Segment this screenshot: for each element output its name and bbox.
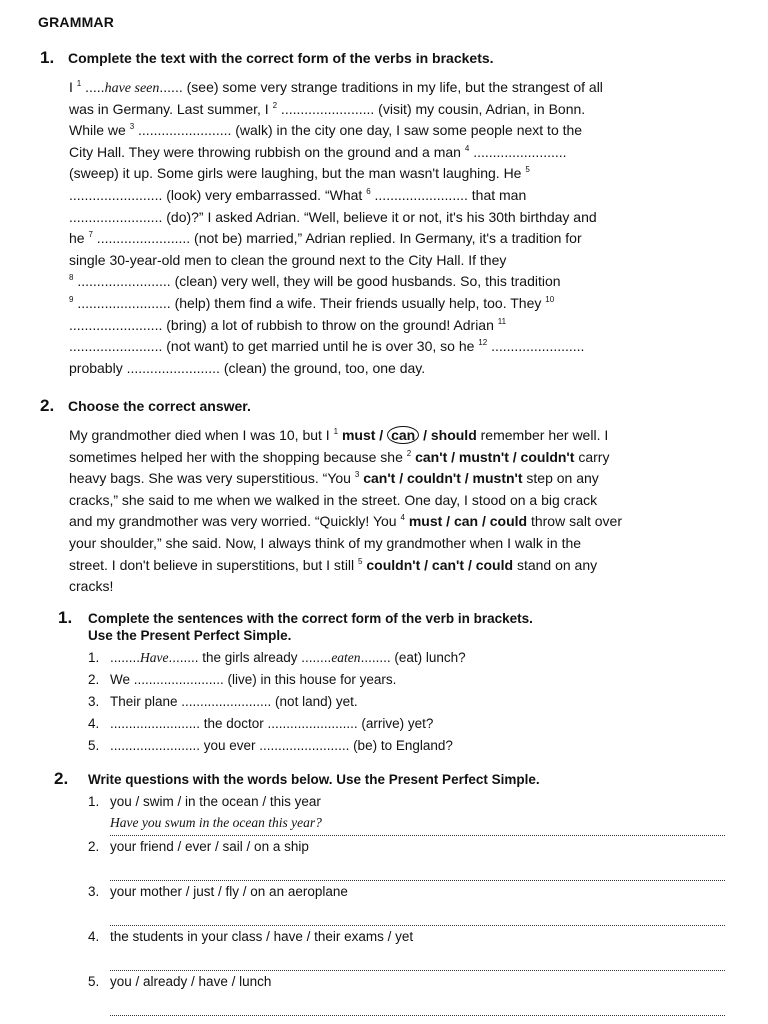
text-line xyxy=(69,555,709,577)
answer-line[interactable] xyxy=(110,993,725,1016)
text-run: sometimes helped her with the shopping because she xyxy=(69,448,407,465)
section3-number: 1. xyxy=(58,608,73,627)
item-number: 4. xyxy=(88,716,100,731)
gap-number: 6 xyxy=(366,186,371,196)
question-item xyxy=(88,791,728,836)
text-run: remember her well. I xyxy=(476,427,609,443)
answer-line[interactable] xyxy=(110,948,725,971)
text-line xyxy=(69,336,709,358)
item-number: 3. xyxy=(88,884,100,899)
question-prompt-row xyxy=(88,791,728,813)
text-run: street. I don't believe in superstitions, but I still xyxy=(69,556,359,573)
question-item xyxy=(88,971,728,1016)
text-line xyxy=(69,315,709,337)
section3-title-2: Use the Present Perfect Simple. xyxy=(88,628,292,643)
text-run: ........................ (look) very embarrassed. “What xyxy=(69,186,367,203)
exercise-item xyxy=(88,691,728,713)
text-run: ........................ the doctor ........................ (arrive) yet? xyxy=(110,716,434,731)
exercise-item xyxy=(88,735,728,757)
question-item xyxy=(88,836,728,881)
answer-line[interactable] xyxy=(110,903,725,926)
text-line xyxy=(69,250,709,272)
answer-options[interactable]: can't / couldn't / mustn't xyxy=(363,470,523,487)
text-run: was in Germany. Last summer, I xyxy=(69,100,273,117)
text-line xyxy=(69,120,709,142)
gap-number: 4 xyxy=(400,513,405,523)
question-prompt: your friend / ever / sail / on a ship xyxy=(110,839,309,854)
section4-title-row xyxy=(54,769,540,789)
text-run: ........................ (bring) a lot of rubbish to throw on the ground! Adrian xyxy=(69,316,498,333)
handwritten-answer[interactable]: have seen xyxy=(104,81,160,96)
text-run: ........ (eat) lunch? xyxy=(360,650,466,665)
answer-options[interactable]: must / can / could xyxy=(408,513,528,530)
page-heading: GRAMMAR xyxy=(38,14,115,30)
text-line xyxy=(69,447,709,469)
section2-number: 2. xyxy=(40,396,55,415)
gap-number: 1 xyxy=(333,427,339,436)
gap-number: 7 xyxy=(88,230,93,240)
text-run: While we xyxy=(69,122,130,139)
question-prompt: you / already / have / lunch xyxy=(110,974,272,989)
question-prompt: the students in your class / have / their exams / yet xyxy=(110,929,414,944)
text-run: heavy bags. She was very superstitious. “You xyxy=(69,470,355,487)
answer-line[interactable] xyxy=(110,858,725,881)
text-line xyxy=(69,358,709,380)
question-prompt-row xyxy=(88,836,728,858)
answer-options[interactable]: / should xyxy=(419,427,477,443)
section2-title-row xyxy=(40,396,251,416)
item-number: 3. xyxy=(88,694,100,709)
question-prompt-row xyxy=(88,926,728,948)
gap-number: 1 xyxy=(76,79,82,88)
text-line xyxy=(69,576,709,598)
item-text xyxy=(110,738,453,753)
text-run: probably ........................ (clean) the ground, too, one day. xyxy=(69,359,426,376)
text-line xyxy=(69,163,709,185)
answer-line[interactable]: Have you swum in the ocean this year? xyxy=(110,813,725,836)
question-prompt-row xyxy=(88,971,728,993)
item-text xyxy=(110,716,433,731)
question-prompt: you / swim / in the ocean / this year xyxy=(110,794,321,809)
gap-number: 2 xyxy=(272,100,278,110)
gap-number: 4 xyxy=(464,143,470,153)
gap-number: 5 xyxy=(525,165,530,175)
section2-text xyxy=(69,425,709,598)
item-number: 5. xyxy=(88,974,100,989)
question-item xyxy=(88,926,728,971)
answer-options[interactable]: must / xyxy=(341,427,388,443)
text-line xyxy=(69,99,709,121)
text-run: ........................ you ever ........................ (be) to England? xyxy=(110,738,453,753)
text-run: ...... (see) some very strange traditions in my life, but the strangest of all xyxy=(159,79,603,95)
text-run: City Hall. They were throwing rubbish on the ground and a man xyxy=(69,143,465,160)
answer-options[interactable]: couldn't / can't / could xyxy=(366,556,514,573)
handwritten-answer[interactable]: eaten xyxy=(331,650,361,665)
circled-answer[interactable]: can xyxy=(387,426,419,444)
section1-title: Complete the text with the correct form of the verbs in brackets. xyxy=(68,50,494,66)
section1-title-row xyxy=(40,48,494,68)
text-run: ..... xyxy=(81,79,105,95)
gap-number: 8 xyxy=(69,273,74,283)
item-text xyxy=(110,650,466,665)
text-run: ........ the girls already ........ xyxy=(168,650,332,665)
text-line xyxy=(69,228,709,250)
section4-number: 2. xyxy=(54,769,69,788)
gap-number: 2 xyxy=(406,448,412,458)
text-run: ........................ that man xyxy=(370,186,527,203)
item-number: 2. xyxy=(88,839,100,854)
item-number: 4. xyxy=(88,929,100,944)
section2-title: Choose the correct answer. xyxy=(68,398,251,414)
exercise-item xyxy=(88,669,728,691)
text-run: Their plane ........................ (not land) yet. xyxy=(110,694,358,709)
text-run: ........................ xyxy=(469,143,567,160)
text-run: your shoulder,” she said. Now, I always think of my grandmother when I walk in the xyxy=(69,534,582,551)
text-line xyxy=(69,77,709,99)
text-run: ........................ (do)?” I asked Adrian. “Well, believe it or not, it's his 30th birthday and xyxy=(69,208,597,225)
text-line xyxy=(69,142,709,164)
text-line xyxy=(69,511,709,533)
gap-number: 3 xyxy=(129,122,135,132)
text-run: ........................ (walk) in the city one day, I saw some people next to the xyxy=(134,122,583,139)
item-text xyxy=(110,694,358,709)
text-line xyxy=(69,185,709,207)
text-run: ........ xyxy=(110,650,141,665)
text-line xyxy=(69,468,709,490)
text-line xyxy=(69,533,709,555)
text-run: ........................ (help) them find a wife. Their friends usually help, too. They xyxy=(73,294,546,311)
text-run: ........................ (visit) my cousin, Adrian, in Bonn. xyxy=(277,100,586,117)
text-line xyxy=(69,490,709,512)
section1-text xyxy=(69,77,709,379)
text-run: and my grandmother was very worried. “Quickly! You xyxy=(69,513,401,530)
question-prompt: your mother / just / fly / on an aeroplane xyxy=(110,884,348,899)
exercise-item xyxy=(88,713,728,735)
text-run: single 30-year-old men to clean the ground next to the City Hall. If they xyxy=(69,251,507,268)
text-run: I xyxy=(69,79,77,95)
gap-number: 10 xyxy=(545,294,555,304)
text-line xyxy=(69,207,709,229)
text-run: cracks! xyxy=(69,578,114,595)
item-number: 1. xyxy=(88,650,100,665)
text-line xyxy=(69,293,709,315)
exercise-item xyxy=(88,647,728,669)
text-line xyxy=(69,271,709,293)
text-run: cracks,” she said to me when we walked in the street. One day, I stood on a big crack xyxy=(69,491,598,508)
gap-number: 12 xyxy=(478,338,488,348)
text-run: My grandmother died when I was 10, but I xyxy=(69,427,334,443)
text-run: carry xyxy=(574,448,610,465)
text-line xyxy=(69,425,709,447)
answer-options[interactable]: can't / mustn't / couldn't xyxy=(415,448,575,465)
gap-number: 11 xyxy=(497,316,507,326)
text-run: We ........................ (live) in this house for years. xyxy=(110,672,397,687)
section1-number: 1. xyxy=(40,48,55,67)
text-run: stand on any xyxy=(513,556,598,573)
item-number: 5. xyxy=(88,738,100,753)
text-run: step on any xyxy=(522,470,599,487)
section3-title-1: Complete the sentences with the correct form of the verb in brackets. xyxy=(88,611,533,626)
item-number: 2. xyxy=(88,672,100,687)
gap-number: 5 xyxy=(358,556,363,566)
text-run: ........................ (clean) very well, they will be good husbands. So, this tradition xyxy=(73,273,561,290)
text-run: ........................ (not want) to get married until he is over 30, so he xyxy=(69,338,479,355)
item-text xyxy=(110,672,396,687)
handwritten-answer[interactable]: Have xyxy=(140,650,169,665)
question-item xyxy=(88,881,728,926)
section3-title-row xyxy=(58,608,533,643)
text-run: ........................ xyxy=(487,338,585,355)
text-run: throw salt over xyxy=(527,513,623,530)
section4-title: Write questions with the words below. Use the Present Perfect Simple. xyxy=(88,772,540,787)
gap-number: 9 xyxy=(69,294,74,304)
text-run: he xyxy=(69,230,89,247)
section3-items xyxy=(88,647,728,757)
text-run: ........................ (not be) married,” Adrian replied. In Germany, it's a tradition for xyxy=(92,230,582,247)
section4-items xyxy=(88,791,728,1016)
item-number: 1. xyxy=(88,794,100,809)
text-run: (sweep) it up. Some girls were laughing, but the man wasn't laughing. He xyxy=(69,165,526,182)
gap-number: 3 xyxy=(354,470,360,480)
question-prompt-row xyxy=(88,881,728,903)
